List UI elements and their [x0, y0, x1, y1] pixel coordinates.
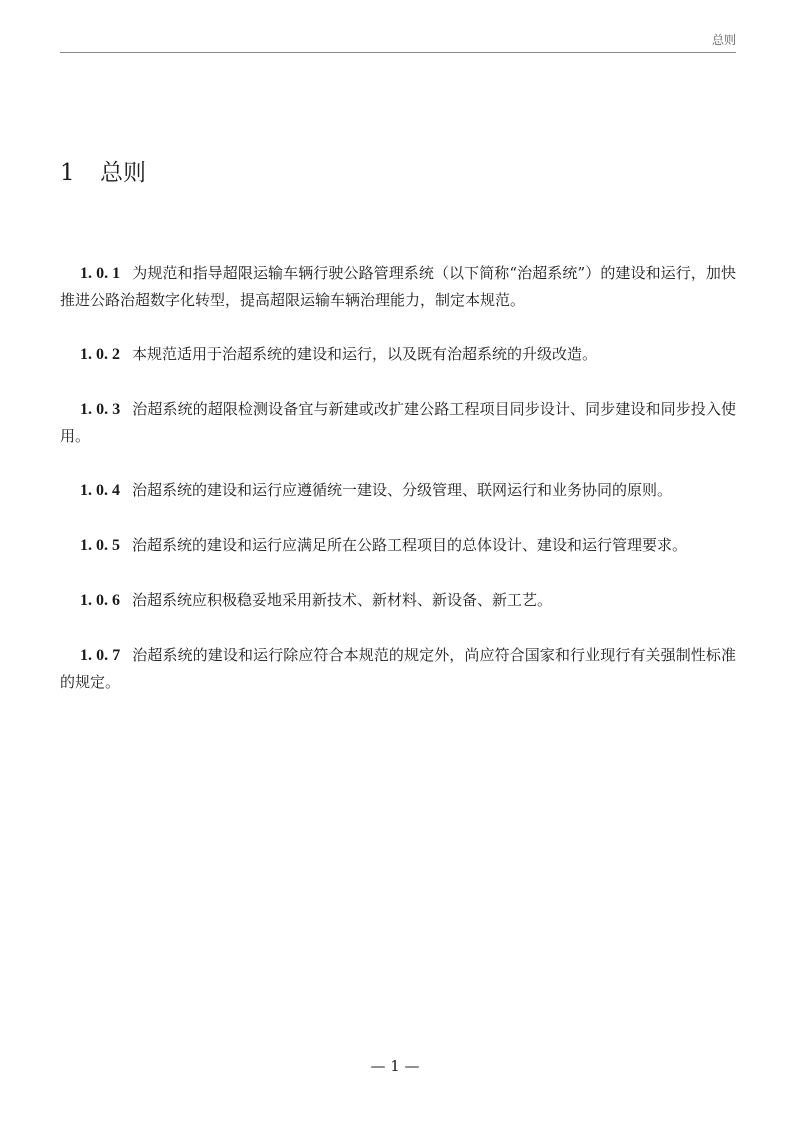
clause-number: 1. 0. 3 [80, 401, 121, 418]
clause-number: 1. 0. 6 [80, 592, 120, 609]
clause-text: 治超系统的建设和运行除应符合本规范的规定外，尚应符合国家和行业现行有关强制性标准的规定。 [60, 646, 737, 691]
clause-number: 1. 0. 7 [80, 647, 121, 664]
clause-text: 治超系统的建设和运行应满足所在公路工程项目的总体设计、建设和运行管理要求。 [132, 536, 688, 554]
chapter-title: 总则 [100, 160, 146, 186]
clause-1-0-5 [60, 532, 736, 559]
running-header: 总则 [711, 33, 736, 47]
clause-1-0-4 [60, 477, 736, 504]
clause-1-0-1 [60, 260, 736, 313]
clause-text: 治超系统的建设和运行应遵循统一建设、分级管理、联网运行和业务协同的原则。 [132, 481, 673, 499]
chapter-heading [60, 154, 146, 187]
clause-1-0-2 [60, 341, 736, 368]
clause-1-0-3 [60, 396, 736, 449]
clause-list [60, 260, 736, 723]
page-number: — 1 — [370, 1057, 420, 1075]
clause-1-0-6 [60, 587, 736, 614]
clause-1-0-7 [60, 642, 736, 695]
clause-text: 本规范适用于治超系统的建设和运行，以及既有治超系统的升级改造。 [132, 345, 598, 363]
clause-text: 治超系统的超限检测设备宜与新建或改扩建公路工程项目同步设计、同步建设和同步投入使用。 [60, 400, 737, 445]
clause-number: 1. 0. 1 [80, 265, 121, 282]
chapter-number: 1 [60, 160, 75, 186]
clause-text: 治超系统应积极稳妥地采用新技术、新材料、新设备、新工艺。 [132, 591, 553, 609]
header-divider [60, 52, 736, 53]
clause-number: 1. 0. 4 [80, 482, 120, 499]
clause-number: 1. 0. 2 [80, 346, 120, 363]
clause-text: 为规范和指导超限运输车辆行驶公路管理系统（以下简称“治超系统”）的建设和运行，加快推进公路治超数字化转型，提高超限运输车辆治理能力，制定本规范。 [60, 264, 736, 309]
clause-number: 1. 0. 5 [80, 537, 120, 554]
